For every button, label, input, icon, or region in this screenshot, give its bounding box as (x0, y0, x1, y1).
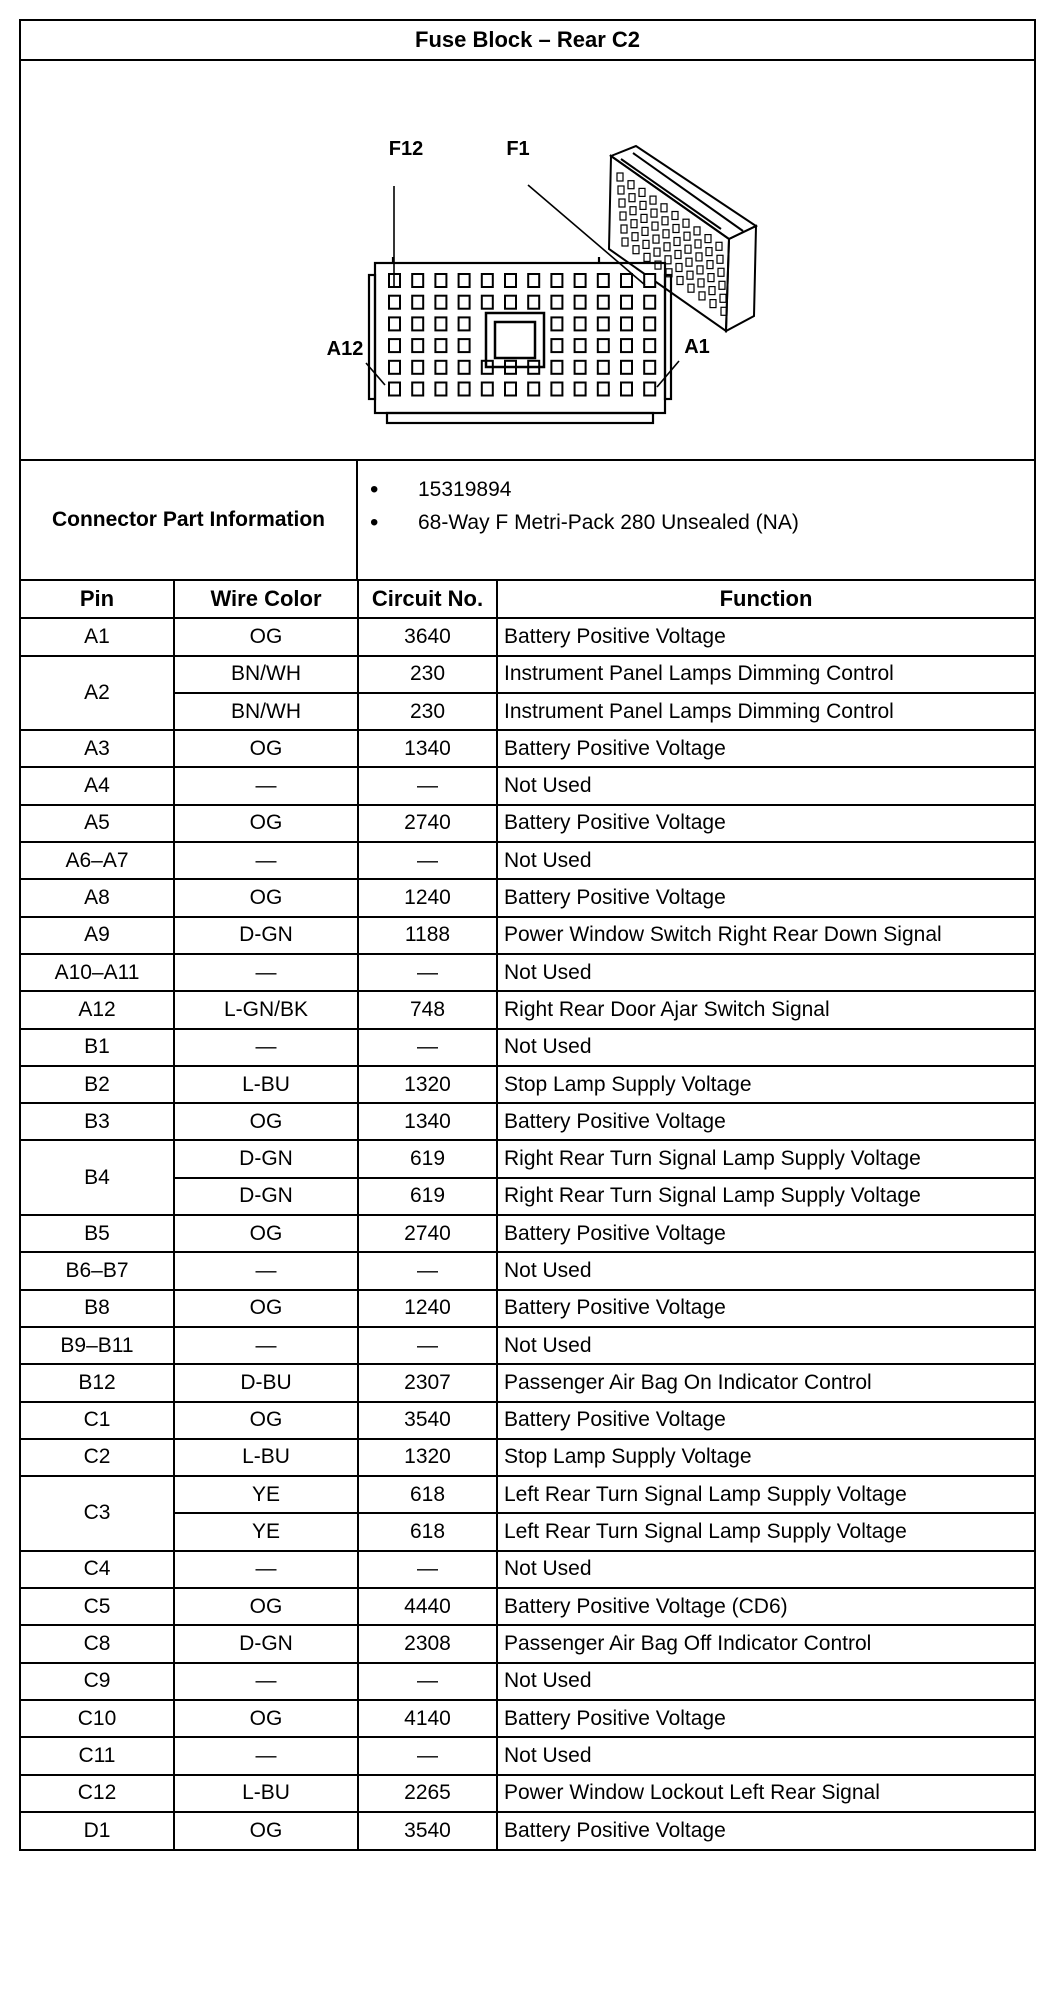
pin-cell: B12 (21, 1364, 174, 1401)
connector-cavity (459, 296, 470, 309)
wire-color-cell: OG (174, 1588, 358, 1625)
circuit-no-cell: 1340 (358, 1103, 497, 1140)
connector-3d-cavity (654, 248, 660, 256)
label-f12: F12 (388, 138, 424, 160)
table-row (21, 1588, 1034, 1625)
connector-cavity (435, 361, 446, 374)
connector-drawing (21, 61, 1034, 459)
connector-cavity (482, 296, 493, 309)
connector-cavity (389, 296, 400, 309)
function-cell: Instrument Panel Lamps Dimming Control (497, 656, 1034, 693)
table-row (21, 1625, 1034, 1662)
function-cell: Passenger Air Bag Off Indicator Control (497, 1625, 1034, 1662)
pin-cell: A3 (21, 730, 174, 767)
circuit-no-cell: — (358, 842, 497, 879)
connector-cavity (575, 383, 586, 396)
circuit-no-cell: 3540 (358, 1812, 497, 1849)
function-cell: Left Rear Turn Signal Lamp Supply Voltage (497, 1513, 1034, 1550)
circuit-no-cell: 748 (358, 991, 497, 1028)
connector-3d-cavity (675, 251, 681, 259)
wire-color-cell: D-GN (174, 1178, 358, 1215)
function-cell: Not Used (497, 1029, 1034, 1066)
pin-cell: C3 (21, 1476, 174, 1551)
connector-cavity (598, 274, 609, 287)
connector-cavity (412, 383, 423, 396)
connector-cavity (551, 317, 562, 330)
connector-3d-cavity (720, 294, 726, 302)
connector-cavity (459, 383, 470, 396)
connector-3d-cavity (672, 212, 678, 220)
connector-3d-cavity (639, 188, 645, 196)
connector-description: • 68-Way F Metri-Pack 280 Unsealed (NA) (418, 506, 1034, 539)
connector-cavity (435, 296, 446, 309)
wire-color-cell: OG (174, 879, 358, 916)
connector-3d-cavity (630, 207, 636, 215)
connector-3d-cavity (677, 277, 683, 285)
function-cell: Right Rear Door Ajar Switch Signal (497, 991, 1034, 1028)
function-cell: Battery Positive Voltage (497, 1402, 1034, 1439)
label-a1: A1 (684, 336, 710, 358)
connector-cavity (598, 339, 609, 352)
pin-cell: B4 (21, 1140, 174, 1215)
pin-cell: B3 (21, 1103, 174, 1140)
wire-color-cell: D-GN (174, 917, 358, 954)
connector-cavity (551, 339, 562, 352)
table-row (21, 1476, 1034, 1513)
table-row (21, 1700, 1034, 1737)
connector-3d-cavity (717, 255, 723, 263)
sheet-title: Fuse Block – Rear C2 (21, 21, 1034, 61)
connector-3d-cavity (662, 217, 668, 225)
function-cell: Battery Positive Voltage (497, 1812, 1034, 1849)
connector-cavity (412, 339, 423, 352)
connector-cavity (621, 361, 632, 374)
connector-3d-cavity (676, 264, 682, 272)
connector-cavities (389, 274, 655, 396)
wire-color-cell: — (174, 954, 358, 991)
connector-cavity (528, 296, 539, 309)
circuit-no-cell: 4140 (358, 1700, 497, 1737)
connector-3d-cavity (716, 242, 722, 250)
circuit-no-cell: — (358, 1327, 497, 1364)
connector-3d-cavity (640, 201, 646, 209)
circuit-no-cell: 619 (358, 1140, 497, 1177)
circuit-no-cell: 2265 (358, 1775, 497, 1812)
pin-cell: C9 (21, 1663, 174, 1700)
connector-cavity (598, 317, 609, 330)
connector-3d-cavity (673, 225, 679, 233)
connector-3d-cavity (663, 230, 669, 238)
circuit-no-cell: 2308 (358, 1625, 497, 1662)
table-row (21, 1812, 1034, 1849)
wire-color-cell: L-BU (174, 1775, 358, 1812)
label-f1: F1 (506, 138, 530, 160)
header-circuit-no: Circuit No. (358, 581, 497, 618)
function-cell: Left Rear Turn Signal Lamp Supply Voltage (497, 1476, 1034, 1513)
connector-3d-cavity (644, 253, 650, 261)
table-row (21, 1551, 1034, 1588)
connector-3d-cavity (617, 173, 623, 181)
wire-color-cell: — (174, 1737, 358, 1774)
connector-cavity (459, 317, 470, 330)
function-cell: Battery Positive Voltage (497, 879, 1034, 916)
function-cell: Not Used (497, 1737, 1034, 1774)
connector-cavity (435, 339, 446, 352)
pin-cell: B8 (21, 1290, 174, 1327)
connector-3d-cavity (628, 181, 634, 189)
connector-3d-cavity (688, 284, 694, 292)
pin-cell: C2 (21, 1439, 174, 1476)
connector-cavity (621, 383, 632, 396)
connector-3d-cavity (694, 227, 700, 235)
function-cell: Battery Positive Voltage (497, 1700, 1034, 1737)
connector-3d-cavity (684, 232, 690, 240)
connector-3d-cavity (651, 209, 657, 217)
connector-3d-cavity (652, 222, 658, 230)
connector-cavity (389, 317, 400, 330)
connector-3d-cavity (686, 258, 692, 266)
connector-3d-cavity (695, 240, 701, 248)
table-row (21, 1140, 1034, 1177)
pin-cell: A6–A7 (21, 842, 174, 879)
table-row (21, 1439, 1034, 1476)
table-row (21, 767, 1034, 804)
wire-color-cell: D-GN (174, 1140, 358, 1177)
pin-cell: C1 (21, 1402, 174, 1439)
connector-cavity (644, 296, 655, 309)
connector-3d-cavity (687, 271, 693, 279)
circuit-no-cell: 618 (358, 1513, 497, 1550)
wire-color-cell: — (174, 1327, 358, 1364)
wire-color-cell: OG (174, 1290, 358, 1327)
circuit-no-cell: — (358, 1551, 497, 1588)
connector-cavity (644, 361, 655, 374)
connector-3d-cavity (641, 214, 647, 222)
wire-color-cell: D-BU (174, 1364, 358, 1401)
connector-3d-cavity (683, 219, 689, 227)
pin-cell: B6–B7 (21, 1252, 174, 1289)
connector-3d-cavity (642, 227, 648, 235)
circuit-no-cell: 1240 (358, 1290, 497, 1327)
circuit-no-cell: 1340 (358, 730, 497, 767)
connector-cavity (644, 274, 655, 287)
connector-cavity (598, 383, 609, 396)
pin-cell: A12 (21, 991, 174, 1028)
function-cell: Not Used (497, 767, 1034, 804)
function-cell: Not Used (497, 1551, 1034, 1588)
connector-cavity (459, 339, 470, 352)
wire-color-cell: D-GN (174, 1625, 358, 1662)
function-cell: Instrument Panel Lamps Dimming Control (497, 693, 1034, 730)
connector-cavity (644, 383, 655, 396)
circuit-no-cell: 618 (358, 1476, 497, 1513)
connector-cavity (435, 383, 446, 396)
connector-cavity (621, 339, 632, 352)
connector-cavity (412, 274, 423, 287)
wire-color-cell: OG (174, 1700, 358, 1737)
connector-3d-cavity (718, 268, 724, 276)
connector-cavity (435, 317, 446, 330)
function-cell: Not Used (497, 954, 1034, 991)
circuit-no-cell: 2740 (358, 1215, 497, 1252)
connector-3d-cavity (719, 281, 725, 289)
connector-cavity (644, 317, 655, 330)
connector-3d-cavity (622, 238, 628, 246)
connector-3d-cavity (633, 246, 639, 254)
connector-cavity (482, 383, 493, 396)
table-row (21, 879, 1034, 916)
circuit-no-cell: — (358, 1737, 497, 1774)
connector-3d-cavity (650, 196, 656, 204)
wire-color-cell: — (174, 1252, 358, 1289)
connector-cavity (551, 296, 562, 309)
table-row (21, 1029, 1034, 1066)
pinout-sheet (19, 19, 1036, 1851)
label-a12: A12 (326, 338, 364, 360)
pin-cell: B5 (21, 1215, 174, 1252)
pin-cell: A1 (21, 618, 174, 655)
table-row (21, 1327, 1034, 1364)
header-wire-color: Wire Color (174, 581, 358, 618)
connector-cavity (505, 296, 516, 309)
connector-part-number: • 15319894 (418, 473, 1034, 506)
connector-3d-cavity (709, 287, 715, 295)
function-cell: Right Rear Turn Signal Lamp Supply Voltage (497, 1140, 1034, 1177)
connector-3d-cavity (698, 279, 704, 287)
table-row (21, 1215, 1034, 1252)
wire-color-cell: OG (174, 805, 358, 842)
circuit-no-cell: 3540 (358, 1402, 497, 1439)
pin-cell: C8 (21, 1625, 174, 1662)
connector-cavity (621, 296, 632, 309)
wire-color-cell: OG (174, 618, 358, 655)
connector-info-row (21, 461, 1034, 581)
table-row (21, 1252, 1034, 1289)
table-row (21, 842, 1034, 879)
wire-color-cell: YE (174, 1476, 358, 1513)
function-cell: Not Used (497, 1252, 1034, 1289)
pin-cell: B1 (21, 1029, 174, 1066)
center-lock (486, 313, 544, 367)
wire-color-cell: BN/WH (174, 693, 358, 730)
circuit-no-cell: 3640 (358, 618, 497, 655)
circuit-no-cell: — (358, 767, 497, 804)
table-row (21, 1103, 1034, 1140)
wire-color-cell: L-BU (174, 1066, 358, 1103)
connector-3d-cavity (664, 243, 670, 251)
connector-3d-cavity (653, 235, 659, 243)
pinout-table (21, 581, 1034, 1849)
connector-cavity (459, 361, 470, 374)
wire-color-cell: — (174, 1663, 358, 1700)
connector-3d-cavity (708, 274, 714, 282)
table-row (21, 991, 1034, 1028)
circuit-no-cell: 1320 (358, 1439, 497, 1476)
header-function: Function (497, 581, 1034, 618)
header-pin: Pin (21, 581, 174, 618)
table-row (21, 917, 1034, 954)
table-row (21, 1737, 1034, 1774)
connector-3d-cavity (707, 261, 713, 269)
connector-cavity (575, 317, 586, 330)
wire-color-cell: — (174, 1551, 358, 1588)
connector-cavity (598, 296, 609, 309)
table-row (21, 1290, 1034, 1327)
function-cell: Battery Positive Voltage (497, 1215, 1034, 1252)
connector-3d-cavity (674, 238, 680, 246)
function-cell: Battery Positive Voltage (CD6) (497, 1588, 1034, 1625)
function-cell: Battery Positive Voltage (497, 1103, 1034, 1140)
connector-info-details (358, 461, 1034, 579)
connector-cavity (575, 339, 586, 352)
wire-color-cell: OG (174, 730, 358, 767)
connector-cavity (621, 274, 632, 287)
pin-cell: C11 (21, 1737, 174, 1774)
connector-cavity (435, 274, 446, 287)
function-cell: Not Used (497, 1663, 1034, 1700)
pinout-table-body (21, 618, 1034, 1849)
function-cell: Right Rear Turn Signal Lamp Supply Voltage (497, 1178, 1034, 1215)
connector-cavity (575, 296, 586, 309)
circuit-no-cell: 1240 (358, 879, 497, 916)
pin-cell: C5 (21, 1588, 174, 1625)
wire-color-cell: BN/WH (174, 656, 358, 693)
function-cell: Power Window Switch Right Rear Down Signal (497, 917, 1034, 954)
table-row (21, 730, 1034, 767)
circuit-no-cell: 4440 (358, 1588, 497, 1625)
pin-cell: A10–A11 (21, 954, 174, 991)
circuit-no-cell: 2307 (358, 1364, 497, 1401)
table-row (21, 1402, 1034, 1439)
circuit-no-cell: 1320 (358, 1066, 497, 1103)
pin-cell: B2 (21, 1066, 174, 1103)
connector-cavity (551, 383, 562, 396)
connector-cavity (459, 274, 470, 287)
wire-color-cell: — (174, 842, 358, 879)
table-row (21, 618, 1034, 655)
pin-cell: A2 (21, 656, 174, 731)
connector-3d-cavity (705, 235, 711, 243)
connector-3d-cavity (685, 245, 691, 253)
connector-cavity (598, 361, 609, 374)
function-cell: Battery Positive Voltage (497, 618, 1034, 655)
function-cell: Passenger Air Bag On Indicator Control (497, 1364, 1034, 1401)
function-cell: Battery Positive Voltage (497, 805, 1034, 842)
wire-color-cell: OG (174, 1812, 358, 1849)
table-row (21, 954, 1034, 991)
connector-3d-cavity (661, 204, 667, 212)
connector-cavity (528, 383, 539, 396)
wire-color-cell: L-GN/BK (174, 991, 358, 1028)
circuit-no-cell: — (358, 1663, 497, 1700)
function-cell: Battery Positive Voltage (497, 1290, 1034, 1327)
pin-cell: B9–B11 (21, 1327, 174, 1364)
connector-3d-cavity (710, 300, 716, 308)
connector-3d-cavity (706, 248, 712, 256)
connector-cavity (528, 274, 539, 287)
table-row (21, 1663, 1034, 1700)
pin-cell: C4 (21, 1551, 174, 1588)
connector-3d-cavity (632, 233, 638, 241)
pin-cell: C10 (21, 1700, 174, 1737)
connector-3d-cavity (697, 266, 703, 274)
connector-3d-cavity (620, 212, 626, 220)
wire-color-cell: YE (174, 1513, 358, 1550)
connector-cavity (412, 317, 423, 330)
circuit-no-cell: 230 (358, 693, 497, 730)
circuit-no-cell: — (358, 1252, 497, 1289)
connector-cavity (389, 339, 400, 352)
circuit-no-cell: 230 (358, 656, 497, 693)
wire-color-cell: — (174, 1029, 358, 1066)
function-cell: Stop Lamp Supply Voltage (497, 1066, 1034, 1103)
connector-cavity (551, 361, 562, 374)
function-cell: Power Window Lockout Left Rear Signal (497, 1775, 1034, 1812)
connector-3d-cavity (643, 240, 649, 248)
wire-color-cell: — (174, 767, 358, 804)
function-cell: Stop Lamp Supply Voltage (497, 1439, 1034, 1476)
pin-cell: A5 (21, 805, 174, 842)
wire-color-cell: OG (174, 1103, 358, 1140)
connector-3d-cavity (621, 225, 627, 233)
pin-cell: C12 (21, 1775, 174, 1812)
pin-cell: A8 (21, 879, 174, 916)
connector-3d-cavity (618, 186, 624, 194)
connector-cavity (482, 274, 493, 287)
connector-cavity (505, 383, 516, 396)
function-cell: Not Used (497, 1327, 1034, 1364)
connector-3d-cavity (696, 253, 702, 261)
connector-cavity (551, 274, 562, 287)
connector-cavity (412, 296, 423, 309)
connector-cavity (412, 361, 423, 374)
connector-cavity (575, 274, 586, 287)
connector-cavity (505, 274, 516, 287)
table-row (21, 1364, 1034, 1401)
table-header-row (21, 581, 1034, 618)
table-row (21, 1066, 1034, 1103)
circuit-no-cell: — (358, 1029, 497, 1066)
connector-cavity (575, 361, 586, 374)
connector-cavity (389, 383, 400, 396)
connector-3d-cavity (629, 194, 635, 202)
wire-color-cell: L-BU (174, 1439, 358, 1476)
connector-cavity (621, 317, 632, 330)
function-cell: Battery Positive Voltage (497, 730, 1034, 767)
circuit-no-cell: — (358, 954, 497, 991)
wire-color-cell: OG (174, 1402, 358, 1439)
wire-color-cell: OG (174, 1215, 358, 1252)
pin-cell: D1 (21, 1812, 174, 1849)
table-row (21, 656, 1034, 693)
table-row (21, 1775, 1034, 1812)
connector-3d-cavity (699, 292, 705, 300)
circuit-no-cell: 1188 (358, 917, 497, 954)
circuit-no-cell: 619 (358, 1178, 497, 1215)
pin-cell: A4 (21, 767, 174, 804)
circuit-no-cell: 2740 (358, 805, 497, 842)
connector-info-label: Connector Part Information (21, 461, 358, 579)
connector-cavity (389, 361, 400, 374)
connector-3d-cavity (631, 220, 637, 228)
connector-figure (21, 61, 1034, 461)
function-cell: Not Used (497, 842, 1034, 879)
table-row (21, 805, 1034, 842)
pin-cell: A9 (21, 917, 174, 954)
connector-cavity (644, 339, 655, 352)
connector-3d-cavity (619, 199, 625, 207)
